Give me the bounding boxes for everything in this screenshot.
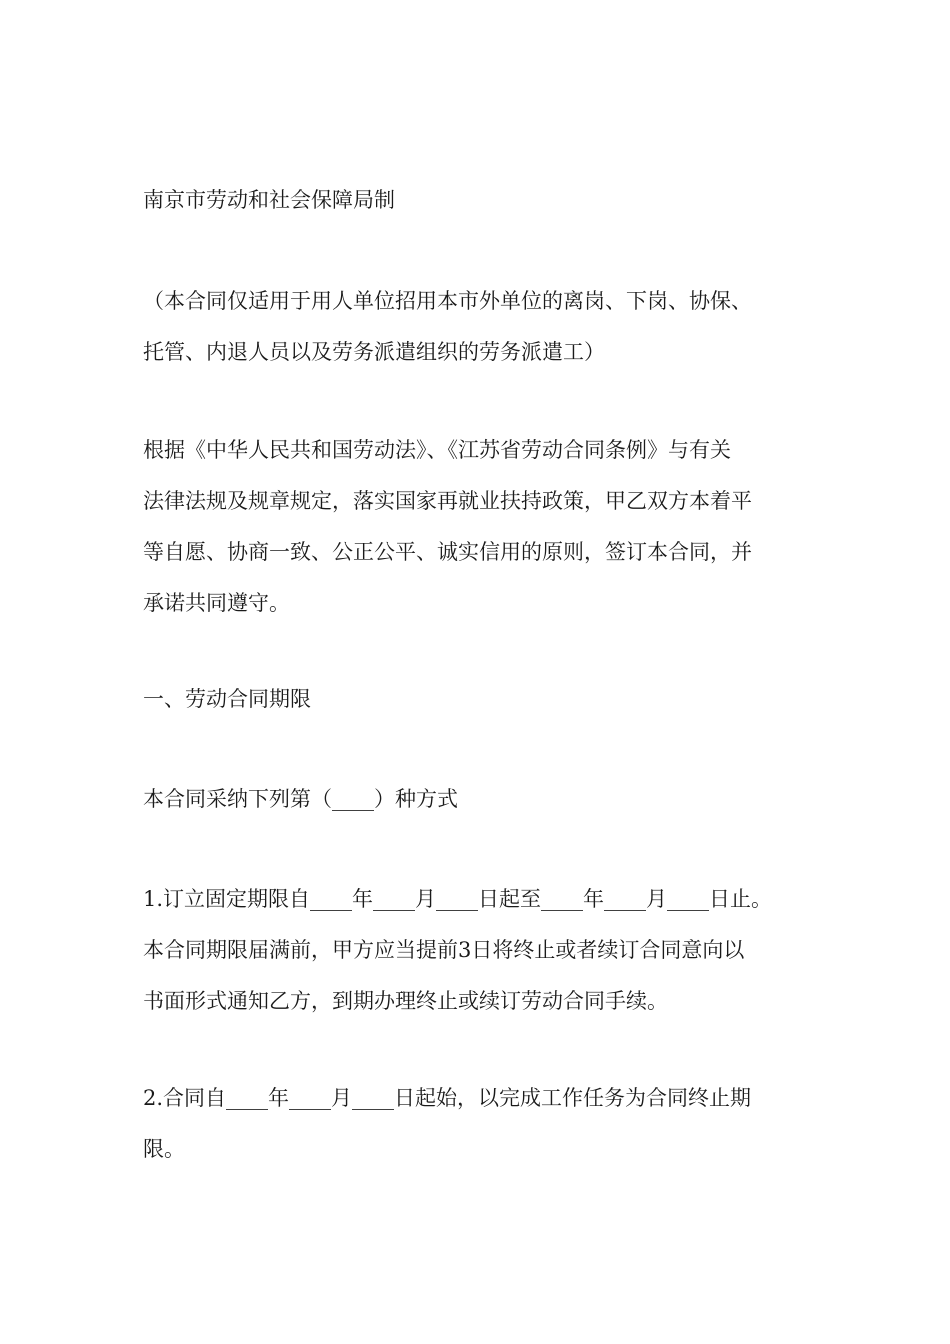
option-1-line: 书面形式通知乙方，到期办理终止或续订劳动合同手续。 <box>143 989 668 1013</box>
scope-note <box>143 276 843 378</box>
option-1-line: 本合同期限届满前，甲方应当提前3日将终止或者续订合同意向以 <box>143 938 745 962</box>
option-1-line: 1.订立固定期限自____年____月____日起至____年____月____日止。 <box>143 887 773 911</box>
preamble-line: 根据《中华人民共和国劳动法》、《江苏省劳动合同条例》与有关 <box>143 438 731 462</box>
option-2-paragraph <box>143 1073 843 1175</box>
issuer-line <box>143 175 843 226</box>
section-heading <box>143 674 843 725</box>
method-line <box>143 774 843 825</box>
preamble-line: 等自愿、协商一致、公正公平、诚实信用的原则，签订本合同，并 <box>143 540 752 564</box>
option-2-line: 限。 <box>143 1137 185 1161</box>
method-text: 本合同采纳下列第（____）种方式 <box>143 787 458 811</box>
section-heading-text: 一、劳动合同期限 <box>143 687 311 711</box>
preamble-paragraph <box>143 425 843 629</box>
option-1-paragraph <box>143 874 843 1027</box>
scope-line: 托管、内退人员以及劳务派遣组织的劳务派遣工） <box>143 340 605 364</box>
scope-line: （本合同仅适用于用人单位招用本市外单位的离岗、下岗、协保、 <box>143 289 752 313</box>
preamble-line: 承诺共同遵守。 <box>143 591 290 615</box>
option-2-line: 2.合同自____年____月____日起始，以完成工作任务为合同终止期 <box>143 1086 752 1110</box>
preamble-line: 法律法规及规章规定，落实国家再就业扶持政策，甲乙双方本着平 <box>143 489 752 513</box>
issuer-text: 南京市劳动和社会保障局制 <box>143 188 395 212</box>
